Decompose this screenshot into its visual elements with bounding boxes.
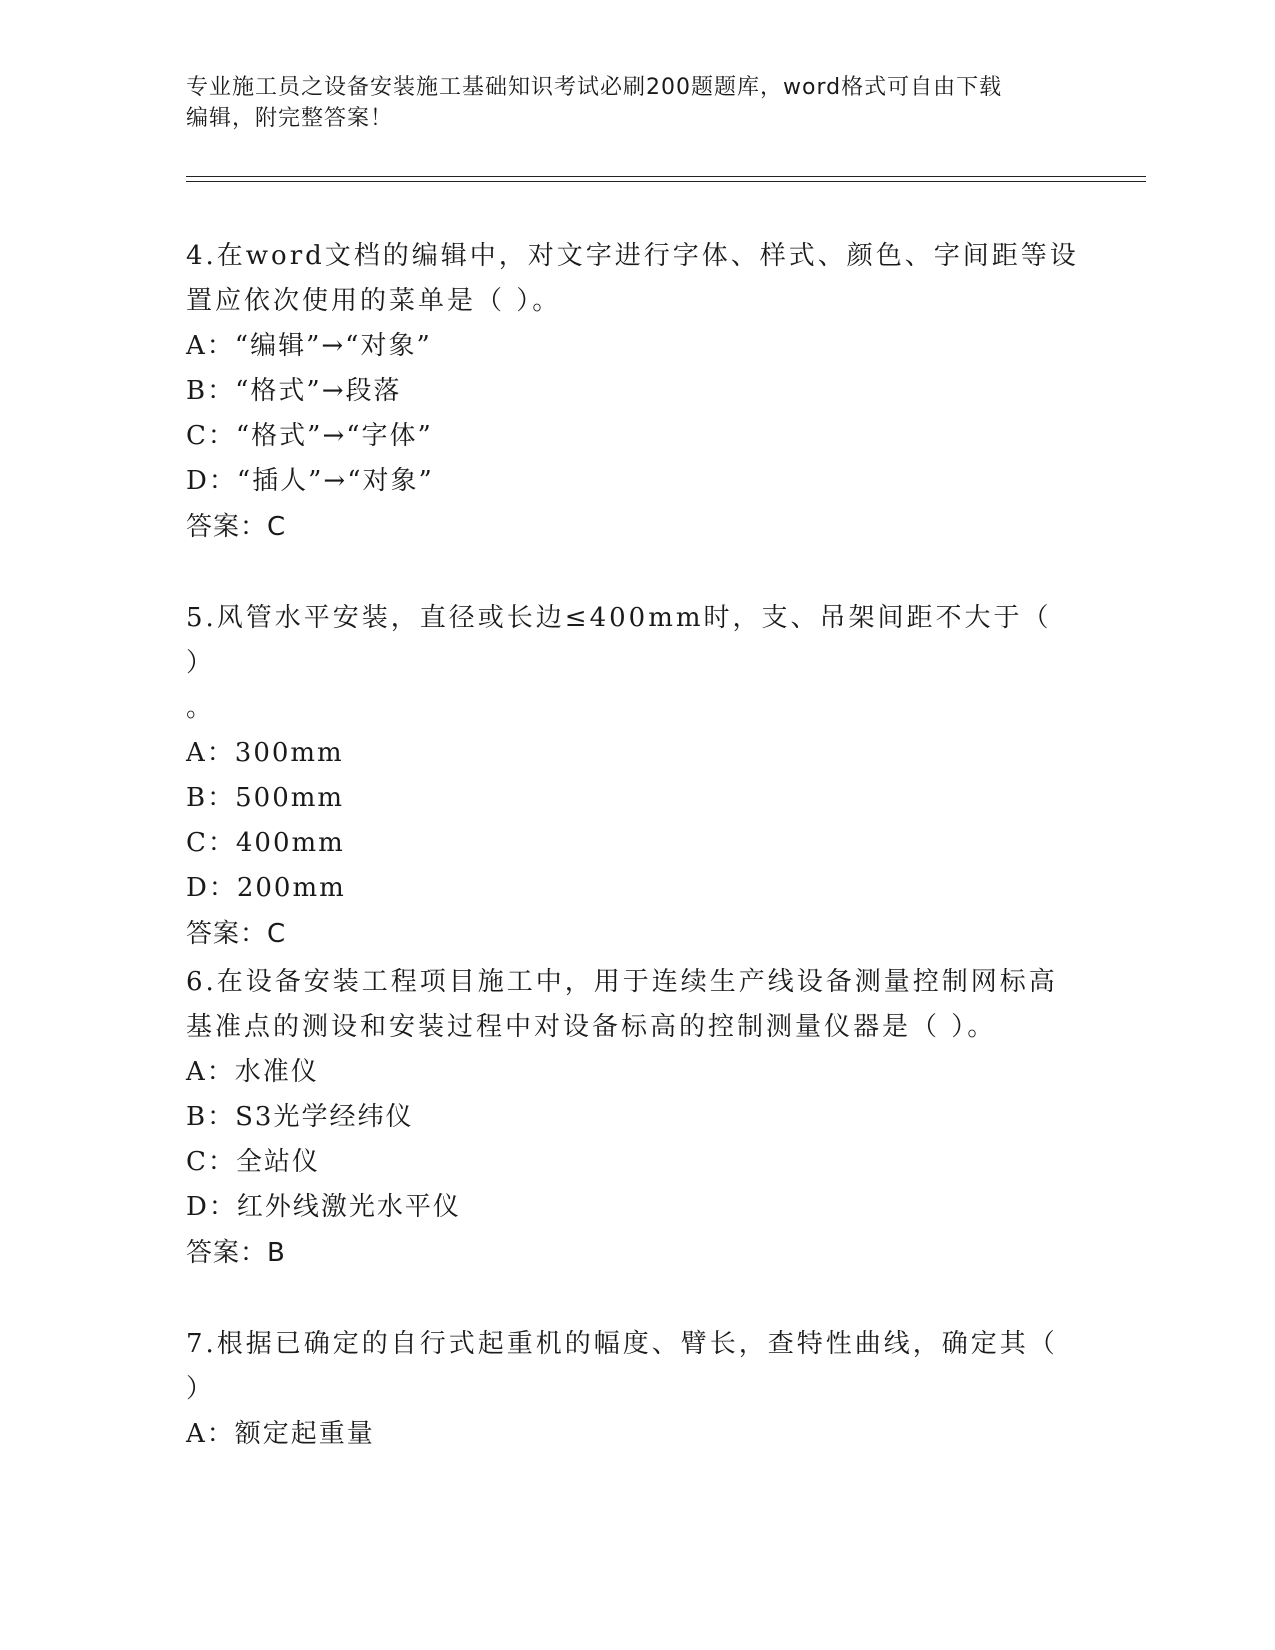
answer: 答案：C [186, 919, 287, 949]
header-divider-double [186, 181, 1146, 182]
option-c: C：全站仪 [186, 1147, 320, 1177]
option-b: B：“格式”→段落 [186, 376, 402, 406]
option-a: A：300mm [186, 738, 344, 768]
question-stem: 4.在word文档的编辑中，对文字进行字体、样式、颜色、字间距等设 置应依次使用的菜单是（ ）。 [186, 241, 1079, 316]
option-b: B：500mm [186, 783, 345, 813]
option-c: C：“格式”→“字体” [186, 421, 433, 451]
question-stem: 6.在设备安装工程项目施工中，用于连续生产线设备测量控制网标高 基准点的测设和安装过程中对设备标高的控制测量仪器是（ ）。 [186, 967, 1058, 1042]
option-d: D：“插人”→“对象” [186, 466, 434, 496]
option-c: C：400mm [186, 828, 345, 858]
question-stem: 7.根据已确定的自行式起重机的幅度、臂长，查特性曲线，确定其（ ） [186, 1329, 1058, 1404]
option-a: A：水准仪 [186, 1057, 319, 1087]
document-header: 专业施工员之设备安装施工基础知识考试必刷200题题库，word格式可自由下载 编辑，附完整答案！ [186, 75, 1003, 131]
question-stem: 5.风管水平安装，直径或长边≤400mm时，支、吊架间距不大于（ ） 。 [186, 603, 1052, 723]
answer: 答案：B [186, 1238, 286, 1268]
option-d: D：红外线激光水平仪 [186, 1192, 461, 1222]
answer: 答案：C [186, 512, 287, 542]
question-6 [186, 960, 1086, 1276]
question-5 [186, 596, 1086, 957]
option-b: B：S3光学经纬仪 [186, 1102, 414, 1132]
header-divider [186, 176, 1146, 177]
question-4 [186, 234, 1086, 550]
option-a: A：“编辑”→“对象” [186, 331, 432, 361]
question-7 [186, 1322, 1086, 1457]
option-d: D：200mm [186, 873, 346, 903]
option-a: A：额定起重量 [186, 1419, 375, 1449]
